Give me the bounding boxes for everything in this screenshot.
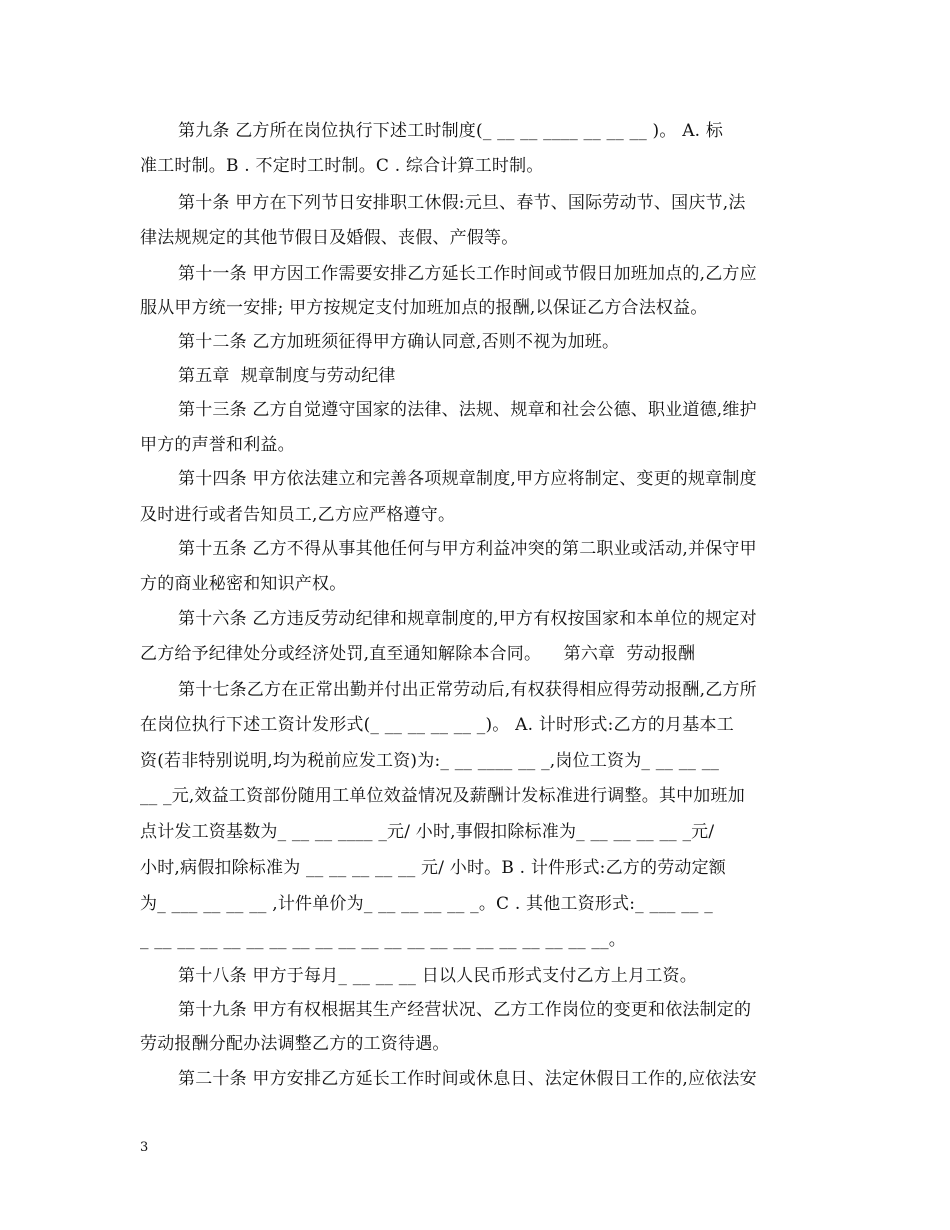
text-line: 律法规规定的其他节假日及婚假、丧假、产假等。 [140, 228, 519, 248]
text-line: 第十七条乙方在正常出勤并付出正常劳动后,有权获得相应得劳动报酬,乙方所 [178, 680, 757, 700]
text-line: 方的商业秘密和知识产权。 [140, 574, 347, 594]
page-number: 3 [140, 1140, 149, 1155]
text-line: 资(若非特别说明,均为税前应发工资)为:_ __ ____ __ _,岗位工资为_ __ __ __ [140, 751, 720, 771]
text-line: 准工时制。B . 不定时工时制。C . 综合计算工时制。 [140, 156, 544, 176]
text-line: 小时,病假扣除标准为 __ __ __ __ __ 元/ 小时。B . 计件形式:乙方的劳动定额 [140, 858, 726, 878]
text-line: 点计发工资基数为_ __ __ ____ _元/ 小时,事假扣除标准为_ __ __ __ __ _元/ [140, 822, 715, 842]
chapter-heading: 第五章 规章制度与劳动纪律 [178, 366, 396, 386]
text-line: 第十四条 甲方依法建立和完善各项规章制度,甲方应将制定、变更的规章制度 [178, 469, 757, 489]
text-line: 为_ ___ __ __ __ ,计件单价为_ __ __ __ __ _。C . 其他工资形式:_ ___ __ _ [140, 894, 713, 914]
text-line: 甲方的声誉和利益。 [140, 435, 295, 455]
text-line: 第二十条 甲方安排乙方延长工作时间或休息日、法定休假日工作的,应依法安 [178, 1069, 757, 1089]
text-line: 第十九条 甲方有权根据其生产经营状况、乙方工作岗位的变更和依法制定的 [178, 1000, 752, 1020]
text-line: 第十三条 乙方自觉遵守国家的法律、法规、规章和社会公德、职业道德,维护 [178, 400, 757, 420]
text-line: 服从甲方统一安排; 甲方按规定支付加班加点的报酬,以保证乙方合法权益。 [140, 298, 708, 318]
text-line: 第九条 乙方所在岗位执行下述工时制度(_ __ __ ____ __ __ __ )。 A. 标 [178, 121, 724, 141]
text-line: 乙方给予纪律处分或经济处罚,直至通知解除本合同。 第六章 劳动报酬 [140, 644, 696, 664]
text-line: _ __ __ __ __ __ __ __ __ __ __ __ __ __ __ __ __ __ __ __ __。 [140, 930, 626, 950]
text-line: 及时进行或者告知员工,乙方应严格遵守。 [140, 505, 456, 525]
text-line: 劳动报酬分配办法调整乙方的工资待遇。 [140, 1034, 450, 1054]
text-line: 在岗位执行下述工资计发形式(_ __ __ __ __ _)。 A. 计时形式:乙方的月基本工 [140, 715, 734, 735]
text-line: 第十五条 乙方不得从事其他任何与甲方利益冲突的第二职业或活动,并保守甲 [178, 539, 757, 559]
text-line: 第十条 甲方在下列节日安排职工休假:元旦、春节、国际劳动节、国庆节,法 [178, 193, 746, 213]
text-line: 第十八条 甲方于每月_ __ __ __ 日以人民币形式支付乙方上月工资。 [178, 966, 697, 986]
text-line: 第十二条 乙方加班须征得甲方确认同意,否则不视为加班。 [178, 332, 620, 352]
text-line: 第十一条 甲方因工作需要安排乙方延长工作时间或节假日加班加点的,乙方应 [178, 264, 757, 284]
text-line: 第十六条 乙方违反劳动纪律和规章制度的,甲方有权按国家和本单位的规定对 [178, 609, 757, 629]
text-line: __ _元,效益工资部份随用工单位效益情况及薪酬计发标准进行调整。其中加班加 [140, 786, 745, 806]
